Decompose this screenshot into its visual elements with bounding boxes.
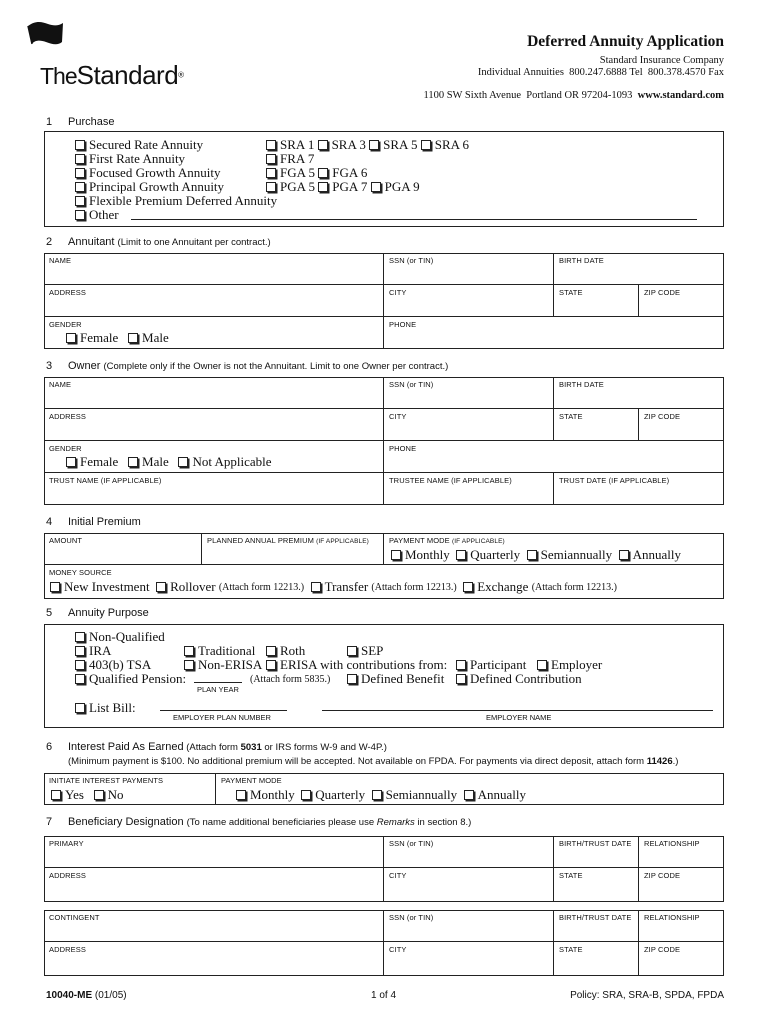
annuitant-address-field[interactable] — [44, 285, 384, 317]
checkbox[interactable] — [66, 457, 76, 467]
owner-birth-date-field[interactable] — [554, 377, 724, 409]
attach-form: 5835 — [304, 674, 325, 685]
interest-mode-options — [236, 787, 526, 803]
mode-sublabel: (IF APPLICABLE) — [451, 538, 505, 545]
option-no: No — [107, 787, 124, 802]
section-6-heading: Interest Paid As Earned — [68, 741, 184, 753]
option-label: SEP — [361, 643, 384, 658]
checkbox[interactable] — [372, 790, 382, 800]
checkbox[interactable] — [266, 182, 276, 192]
checkbox[interactable] — [619, 550, 629, 560]
checkbox[interactable] — [184, 660, 194, 670]
option-label: List Bill: — [89, 700, 136, 715]
logo-standard: Standard — [76, 60, 179, 90]
section-2-subtitle: (Limit to one Annuitant per contract.) — [117, 237, 271, 248]
checkbox[interactable] — [66, 333, 76, 343]
checkbox[interactable] — [75, 182, 85, 192]
primary-ssn-field[interactable] — [384, 836, 554, 868]
option-male: Male — [142, 330, 169, 345]
field-label: NAME — [49, 380, 72, 389]
sub-post: in section 8.) — [414, 817, 472, 828]
attach-pre: (Attach form — [371, 581, 426, 593]
mode-label: PAYMENT MODE — [389, 536, 450, 545]
owner-state-field[interactable] — [554, 409, 639, 441]
field-label: NAME — [49, 256, 72, 265]
section-1-number: 1 — [46, 116, 53, 128]
field-label: PHONE — [389, 444, 417, 453]
option-defined-benefit[interactable] — [347, 671, 444, 687]
section-6-subtitle — [184, 742, 387, 753]
contingent-state-field[interactable] — [554, 942, 639, 976]
field-label: PHONE — [389, 320, 417, 329]
contingent-city-field[interactable] — [384, 942, 554, 976]
option-label: Defined Contribution — [470, 671, 582, 686]
checkbox[interactable] — [456, 550, 466, 560]
initiate-interest-field — [44, 773, 216, 805]
option-yes: Yes — [65, 787, 84, 802]
option-exchange: Exchange — [477, 579, 529, 594]
section-2-heading: Annuitant — [68, 236, 115, 248]
section-3-heading: Owner — [68, 360, 101, 372]
option-label: ERISA with contributions from: — [280, 657, 448, 672]
checkbox[interactable] — [266, 140, 276, 150]
checkbox[interactable] — [75, 646, 85, 656]
money-source-options — [50, 579, 617, 595]
field-label — [389, 536, 505, 545]
option-female: Female — [80, 454, 119, 469]
option-label: Traditional — [198, 643, 256, 658]
form-id — [46, 990, 127, 1001]
employer-name-label: EMPLOYER NAME — [486, 713, 552, 722]
owner-gender-options — [66, 454, 272, 470]
checkbox[interactable] — [456, 660, 466, 670]
pension-attach-note — [250, 674, 330, 685]
company-address-line — [418, 79, 724, 101]
option-sra-5: SRA 5 — [383, 137, 418, 152]
checkbox[interactable] — [527, 550, 537, 560]
option-sra-3: SRA 3 — [331, 137, 366, 152]
option-label: Other — [89, 207, 119, 222]
option-sra-1: SRA 1 — [280, 137, 315, 152]
plan-year-input-line[interactable] — [194, 682, 242, 683]
section-6-note — [68, 755, 678, 767]
field-label: STATE — [559, 871, 583, 880]
pga-options — [266, 179, 420, 195]
attach-form: 12213 — [425, 581, 451, 593]
field-label: INITIATE INTEREST PAYMENTS — [49, 776, 164, 785]
option-male: Male — [142, 454, 169, 469]
logo-registered-mark: ® — [178, 70, 185, 80]
option-annually: Annually — [632, 547, 681, 562]
owner-ssn-field[interactable] — [384, 377, 554, 409]
checkbox[interactable] — [75, 632, 85, 642]
payment-mode-options — [391, 547, 681, 563]
checkbox[interactable] — [266, 168, 276, 178]
checkbox[interactable] — [184, 646, 194, 656]
amount-field[interactable] — [44, 533, 202, 565]
primary-zip-field[interactable] — [639, 868, 724, 902]
field-label: AMOUNT — [49, 536, 83, 545]
option-female: Female — [80, 330, 119, 345]
checkbox[interactable] — [318, 140, 328, 150]
checkbox[interactable] — [456, 674, 466, 684]
logo-the: The — [40, 63, 77, 89]
section-1-title: Purchase — [68, 116, 115, 128]
sub-em: Remarks — [376, 817, 415, 828]
field-label: PRIMARY — [49, 839, 84, 848]
employer-name-line[interactable] — [322, 710, 713, 711]
sub-post: or IRS forms W-9 and W-4P.) — [261, 742, 387, 753]
planned-sublabel: (IF APPLICABLE) — [316, 538, 369, 545]
checkbox[interactable] — [369, 140, 379, 150]
annuitant-city-field[interactable] — [384, 285, 554, 317]
section-7-number: 7 — [46, 816, 53, 828]
page-number: 1 of 4 — [371, 990, 397, 1001]
checkbox[interactable] — [75, 674, 85, 684]
field-label: BIRTH DATE — [559, 380, 604, 389]
option-list-bill[interactable] — [75, 700, 136, 716]
field-label: TRUST NAME (IF APPLICABLE) — [49, 476, 162, 485]
section-3-title — [68, 360, 448, 372]
attach-form: 12213 — [586, 581, 612, 593]
note-post: .) — [672, 756, 679, 767]
checkbox[interactable] — [463, 582, 473, 592]
company-logo — [40, 60, 184, 91]
checkbox[interactable] — [51, 790, 61, 800]
field-label: SSN (or TIN) — [389, 839, 434, 848]
option-rollover: Rollover — [170, 579, 216, 594]
owner-gender-field — [44, 441, 384, 473]
checkbox[interactable] — [266, 154, 276, 164]
section-6-number: 6 — [46, 741, 53, 753]
field-label: ADDRESS — [49, 945, 86, 954]
sub-form: 5031 — [240, 742, 262, 753]
trust-date-field[interactable] — [554, 473, 724, 505]
owner-name-field[interactable] — [44, 377, 384, 409]
checkbox[interactable] — [94, 790, 104, 800]
field-label: RELATIONSHIP — [644, 839, 700, 848]
checkbox[interactable] — [75, 154, 85, 164]
initiate-options — [51, 787, 124, 803]
checkbox[interactable] — [156, 582, 166, 592]
option-pga-5: PGA 5 — [280, 179, 316, 194]
section-7-heading: Beneficiary Designation — [68, 816, 184, 828]
checkbox[interactable] — [318, 182, 328, 192]
section-5-title: Annuity Purpose — [68, 607, 149, 619]
option-defined-contribution[interactable] — [456, 671, 582, 687]
checkbox[interactable] — [75, 140, 85, 150]
field-label: CITY — [389, 871, 407, 880]
checkbox[interactable] — [236, 790, 246, 800]
field-label: SSN (or TIN) — [389, 256, 434, 265]
attach-post: .) — [298, 581, 305, 593]
interest-payment-mode-field — [216, 773, 724, 805]
employer-plan-number-label: EMPLOYER PLAN NUMBER — [173, 713, 271, 722]
checkbox[interactable] — [75, 168, 85, 178]
option-monthly: Monthly — [250, 787, 295, 802]
contingent-name-field[interactable] — [44, 910, 384, 942]
option-fga-5: FGA 5 — [280, 165, 316, 180]
option-semiannually: Semiannually — [540, 547, 613, 562]
field-label: STATE — [559, 412, 583, 421]
field-label: GENDER — [49, 320, 82, 329]
primary-birth-field[interactable] — [554, 836, 639, 868]
checkbox[interactable] — [75, 210, 85, 220]
exchange-attach-note — [532, 582, 617, 593]
sub-pre: (Attach form — [183, 742, 241, 753]
field-label: CITY — [389, 412, 407, 421]
annuitant-phone-field[interactable] — [384, 317, 724, 349]
primary-state-field[interactable] — [554, 868, 639, 902]
option-label: Flexible Premium Deferred Annuity — [89, 193, 278, 208]
contingent-zip-field[interactable] — [639, 942, 724, 976]
attach-pre: (Attach form — [218, 581, 274, 593]
checkbox[interactable] — [421, 140, 431, 150]
checkbox[interactable] — [75, 660, 85, 670]
owner-zip-field[interactable] — [639, 409, 724, 441]
option-label: 403(b) TSA — [89, 657, 152, 672]
section-6-note-text — [68, 756, 678, 767]
option-annually: Annually — [477, 787, 526, 802]
field-label: MONEY SOURCE — [49, 568, 112, 577]
company-phones: Individual Annuities 800.247.6888 Tel 800.378.4570 Fax — [477, 67, 724, 78]
section-4-title: Initial Premium — [68, 516, 141, 528]
checkbox[interactable] — [266, 646, 276, 656]
option-pga-9: PGA 9 — [384, 179, 420, 194]
company-address: 1100 SW Sixth Avenue Portland OR 97204-1093 — [423, 90, 633, 101]
checkbox[interactable] — [75, 703, 85, 713]
option-label: Secured Rate Annuity — [89, 137, 204, 152]
section-7-subtitle — [187, 817, 472, 828]
field-label: ADDRESS — [49, 288, 86, 297]
checkbox[interactable] — [301, 790, 311, 800]
section-6-title — [68, 741, 387, 753]
field-label: BIRTH/TRUST DATE — [559, 913, 632, 922]
trust-name-field[interactable] — [44, 473, 384, 505]
flag-logo-icon — [26, 20, 66, 50]
option-label: Non-Qualified — [89, 629, 165, 644]
option-new-investment: New Investment — [64, 579, 150, 594]
option-semiannually: Semiannually — [385, 787, 458, 802]
gender-options — [66, 330, 169, 346]
option-other[interactable] — [75, 207, 119, 223]
section-3-number: 3 — [46, 360, 53, 372]
owner-phone-field[interactable] — [384, 441, 724, 473]
checkbox[interactable] — [311, 582, 321, 592]
checkbox[interactable] — [464, 790, 474, 800]
attach-post: .) — [611, 581, 617, 593]
section-7-title — [68, 816, 471, 828]
field-label: ADDRESS — [49, 871, 86, 880]
field-label: ZIP CODE — [644, 945, 681, 954]
transfer-attach-note — [371, 582, 456, 593]
note-form: 11426 — [646, 756, 673, 767]
option-label: Qualified Pension: — [89, 671, 187, 686]
planned-label: PLANNED ANNUAL PREMIUM — [207, 536, 314, 545]
field-label: STATE — [559, 945, 583, 954]
option-pga-7: PGA 7 — [332, 179, 368, 194]
section-2-number: 2 — [46, 236, 53, 248]
trustee-name-field[interactable] — [384, 473, 554, 505]
money-source-field — [44, 565, 724, 599]
option-label: IRA — [89, 643, 112, 658]
field-label — [207, 536, 369, 545]
option-fga-6: FGA 6 — [332, 165, 368, 180]
annuitant-name-field[interactable] — [44, 253, 384, 285]
section-3-subtitle: (Complete only if the Owner is not the Annuitant. Limit to one Owner per contract.) — [103, 361, 449, 372]
option-sra-6: SRA 6 — [434, 137, 470, 152]
checkbox[interactable] — [347, 646, 357, 656]
field-label: STATE — [559, 288, 583, 297]
checkbox[interactable] — [371, 182, 381, 192]
form-title: Deferred Annuity Application — [527, 33, 724, 50]
field-label: ZIP CODE — [644, 288, 681, 297]
field-label: BIRTH DATE — [559, 256, 604, 265]
option-non-erisa[interactable] — [184, 657, 262, 673]
attach-pre: (Attach form — [250, 674, 305, 685]
annuitant-gender-field — [44, 317, 384, 349]
option-quarterly: Quarterly — [470, 547, 521, 562]
annuitant-zip-field[interactable] — [639, 285, 724, 317]
plan-year-label: PLAN YEAR — [197, 685, 239, 694]
field-label: SSN (or TIN) — [389, 380, 434, 389]
annuitant-ssn-field[interactable] — [384, 253, 554, 285]
option-label: Principal Growth Annuity — [89, 179, 225, 194]
rollover-attach-note — [219, 582, 304, 593]
contingent-ssn-field[interactable] — [384, 910, 554, 942]
section-4-number: 4 — [46, 516, 53, 528]
checkbox[interactable] — [128, 457, 138, 467]
section-5-number: 5 — [46, 607, 53, 619]
checkbox[interactable] — [178, 457, 188, 467]
company-name: Standard Insurance Company — [599, 55, 724, 66]
section-2-title — [68, 236, 271, 248]
primary-name-field[interactable] — [44, 836, 384, 868]
checkbox[interactable] — [347, 674, 357, 684]
attach-pre: (Attach form — [531, 581, 587, 593]
payment-mode-field — [384, 533, 724, 565]
employer-plan-number-line[interactable] — [160, 710, 287, 711]
field-label: TRUST DATE (IF APPLICABLE) — [559, 476, 670, 485]
option-qualified-pension[interactable] — [75, 671, 186, 687]
checkbox[interactable] — [318, 168, 328, 178]
field-label: ZIP CODE — [644, 871, 681, 880]
checkbox[interactable] — [50, 582, 60, 592]
field-label: RELATIONSHIP — [644, 913, 700, 922]
sub-pre: (To name additional beneficiaries please use — [186, 817, 377, 828]
field-label: ZIP CODE — [644, 412, 681, 421]
contingent-address-field[interactable] — [44, 942, 384, 976]
field-label: TRUSTEE NAME (IF APPLICABLE) — [389, 476, 512, 485]
field-label: CITY — [389, 945, 407, 954]
annuitant-birth-date-field[interactable] — [554, 253, 724, 285]
policy-note: Policy: SRA, SRA-B, SPDA, FPDA — [570, 990, 724, 1001]
owner-address-field[interactable] — [44, 409, 384, 441]
field-label: CONTINGENT — [49, 913, 100, 922]
owner-city-field[interactable] — [384, 409, 554, 441]
annuitant-state-field[interactable] — [554, 285, 639, 317]
form-id-date: (01/05) — [92, 990, 127, 1001]
attach-post: .) — [324, 674, 331, 685]
checkbox[interactable] — [75, 196, 85, 206]
checkbox[interactable] — [391, 550, 401, 560]
other-input-line[interactable] — [131, 219, 697, 220]
contingent-relationship-field[interactable] — [639, 910, 724, 942]
company-website[interactable]: www.standard.com — [637, 90, 724, 101]
field-label: GENDER — [49, 444, 82, 453]
field-label: PAYMENT MODE — [221, 776, 282, 785]
option-not-applicable: Not Applicable — [192, 454, 272, 469]
option-monthly: Monthly — [405, 547, 450, 562]
primary-address-field[interactable] — [44, 868, 384, 902]
checkbox[interactable] — [266, 660, 276, 670]
option-label: Defined Benefit — [361, 671, 445, 686]
option-label: Focused Growth Annuity — [89, 165, 221, 180]
field-label: CITY — [389, 288, 407, 297]
option-label: Non-ERISA — [198, 657, 263, 672]
attach-form: 12213 — [273, 581, 299, 593]
option-fra-7: FRA 7 — [280, 151, 315, 166]
option-quarterly: Quarterly — [315, 787, 366, 802]
contingent-birth-field[interactable] — [554, 910, 639, 942]
primary-relationship-field[interactable] — [639, 836, 724, 868]
field-label: SSN (or TIN) — [389, 913, 434, 922]
option-transfer: Transfer — [324, 579, 369, 594]
option-label: First Rate Annuity — [89, 151, 186, 166]
planned-premium-field[interactable] — [202, 533, 384, 565]
primary-city-field[interactable] — [384, 868, 554, 902]
field-label: BIRTH/TRUST DATE — [559, 839, 632, 848]
attach-post: .) — [450, 581, 457, 593]
checkbox[interactable] — [537, 660, 547, 670]
note-pre: (Minimum payment is $100. No additional premium will be accepted. Not available on FPDA. For payments via direct deposit, attach form — [68, 756, 647, 767]
option-label: Employer — [551, 657, 603, 672]
option-label: Participant — [470, 657, 527, 672]
field-label: ADDRESS — [49, 412, 86, 421]
option-label: Roth — [280, 643, 306, 658]
form-id-code: 10040-ME — [46, 990, 93, 1001]
checkbox[interactable] — [128, 333, 138, 343]
